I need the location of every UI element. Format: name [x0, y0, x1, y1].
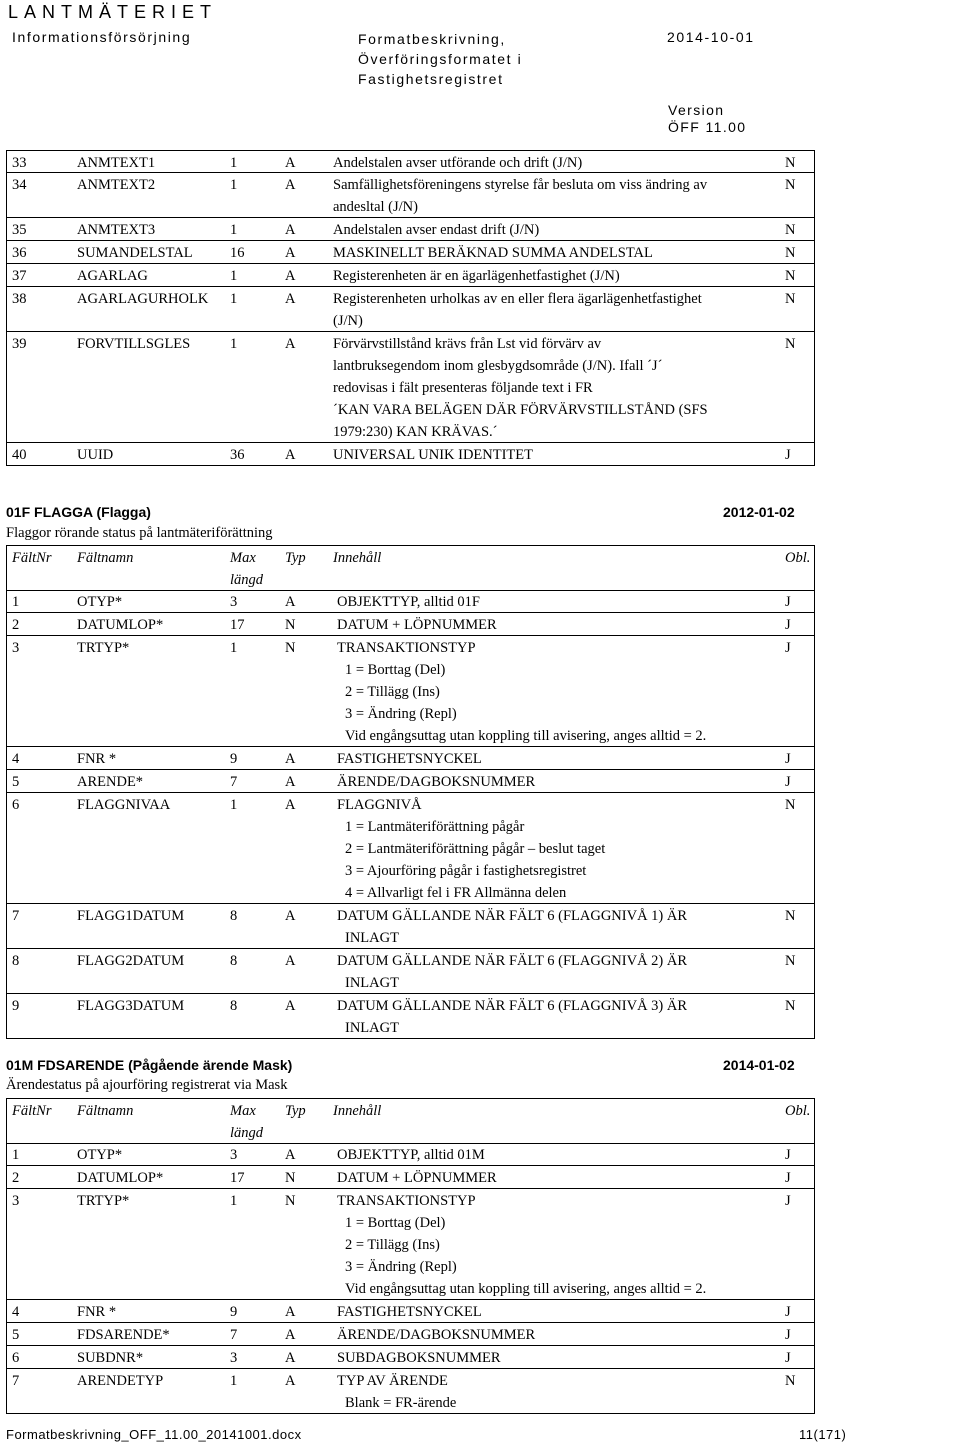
column-header-length-line: Max	[230, 550, 256, 566]
field-length: 9	[230, 1304, 238, 1320]
field-content-line: FASTIGHETSNYCKEL	[337, 751, 482, 767]
field-content-line: DATUM + LÖPNUMMER	[337, 617, 497, 633]
field-name: FLAGG1DATUM	[77, 908, 185, 924]
column-header-name: Fältnamn	[77, 550, 134, 566]
field-type: A	[285, 155, 296, 171]
field-type: A	[285, 1147, 296, 1163]
field-content	[337, 995, 687, 1039]
field-content-line: 2 = Tillägg (Ins)	[345, 1237, 440, 1253]
field-type: A	[285, 245, 296, 261]
field-content-line: INLAGT	[345, 1020, 399, 1036]
field-type: A	[285, 998, 296, 1014]
field-content-line: redovisas i fält presenteras följande text i FR	[333, 380, 593, 396]
version-value: ÖFF 11.00	[668, 119, 747, 135]
field-required: N	[785, 222, 796, 238]
field-required: J	[785, 1193, 791, 1209]
field-required: N	[785, 908, 796, 924]
field-content-line: UNIVERSAL UNIK IDENTITET	[333, 447, 534, 463]
column-header-content: Innehåll	[333, 1103, 382, 1119]
column-header-length	[230, 1100, 263, 1144]
field-required: N	[785, 336, 796, 352]
field-required: N	[785, 268, 796, 284]
field-length: 1	[230, 177, 238, 193]
organization-name: LANTMÄTERIET	[8, 2, 218, 22]
column-header-length-line: Max	[230, 1103, 256, 1119]
field-length: 17	[230, 1170, 245, 1186]
field-required: J	[785, 774, 791, 790]
field-number: 34	[12, 177, 27, 193]
table-row	[6, 747, 815, 770]
field-content-line: 3 = Ändring (Repl)	[345, 1259, 457, 1275]
table-row	[6, 904, 815, 949]
field-content	[333, 174, 707, 218]
field-content-line: TRANSAKTIONSTYP	[337, 1193, 476, 1209]
field-number: 4	[12, 751, 20, 767]
table-row	[6, 793, 815, 904]
field-number: 38	[12, 291, 27, 307]
field-number: 2	[12, 1170, 20, 1186]
field-content-line: OBJEKTTYP, alltid 01F	[337, 594, 480, 610]
field-required: N	[785, 291, 796, 307]
field-content-line: 4 = Allvarligt fel i FR Allmänna delen	[345, 885, 567, 901]
field-required: J	[785, 1350, 791, 1366]
column-header-type: Typ	[285, 550, 306, 566]
field-content	[333, 288, 702, 332]
field-type: A	[285, 908, 296, 924]
table-row	[6, 994, 815, 1039]
field-name: FLAGG3DATUM	[77, 998, 185, 1014]
field-content-line: Andelstalen avser utförande och drift (J/N)	[333, 155, 583, 171]
field-type: A	[285, 177, 296, 193]
document-title	[358, 29, 522, 89]
field-length: 8	[230, 998, 238, 1014]
field-length: 1	[230, 336, 238, 352]
field-required: J	[785, 640, 791, 656]
field-type: A	[285, 1327, 296, 1343]
field-content-line: 2 = Tillägg (Ins)	[345, 684, 440, 700]
field-required: J	[785, 1170, 791, 1186]
table-row	[6, 949, 815, 994]
table-row	[6, 1189, 815, 1300]
field-length: 8	[230, 953, 238, 969]
table-row	[6, 443, 815, 466]
table-row	[6, 613, 815, 636]
table-row	[6, 173, 815, 218]
field-number: 35	[12, 222, 27, 238]
field-content	[337, 1347, 501, 1369]
field-length: 3	[230, 1350, 238, 1366]
field-content	[337, 794, 605, 904]
table-row	[6, 1323, 815, 1346]
field-content	[337, 1144, 485, 1166]
field-required: N	[785, 177, 796, 193]
field-length: 16	[230, 245, 245, 261]
column-header-length-line: längd	[230, 572, 264, 588]
field-required: J	[785, 751, 791, 767]
field-content-line: TYP AV ÄRENDE	[337, 1373, 448, 1389]
column-header-name: Fältnamn	[77, 1103, 134, 1119]
field-content-line: INLAGT	[345, 975, 399, 991]
field-content-line: Blank = FR-ärende	[345, 1395, 457, 1411]
field-content	[337, 1190, 706, 1300]
field-required: J	[785, 1327, 791, 1343]
field-content-line: DATUM GÄLLANDE NÄR FÄLT 6 (FLAGGNIVÅ 3) ÄR	[337, 998, 688, 1014]
field-name: ANMTEXT2	[77, 177, 156, 193]
version-label: Version	[668, 102, 725, 118]
field-content-line: DATUM + LÖPNUMMER	[337, 1170, 497, 1186]
field-number: 1	[12, 1147, 20, 1163]
column-header-content: Innehåll	[333, 550, 382, 566]
field-content	[337, 1167, 497, 1189]
field-number: 40	[12, 447, 27, 463]
field-content-line: OBJEKTTYP, alltid 01M	[337, 1147, 485, 1163]
field-content-line: Registerenheten är en ägarlägenhetfastighet (J/N)	[333, 268, 620, 284]
field-length: 36	[230, 447, 245, 463]
field-content-line: SUBDAGBOKSNUMMER	[337, 1350, 501, 1366]
field-length: 7	[230, 774, 238, 790]
field-number: 2	[12, 617, 20, 633]
field-content-line: (J/N)	[333, 313, 363, 329]
field-type: A	[285, 336, 296, 352]
field-type: A	[285, 953, 296, 969]
field-required: J	[785, 617, 791, 633]
field-content-line: 3 = Ändring (Repl)	[345, 706, 457, 722]
field-content	[337, 637, 706, 747]
field-content-line: 1 = Lantmäteriförättning pågår	[345, 819, 525, 835]
field-length: 1	[230, 640, 238, 656]
field-length: 1	[230, 797, 238, 813]
field-required: N	[785, 245, 796, 261]
field-name: DATUMLOP*	[77, 617, 164, 633]
field-required: J	[785, 1304, 791, 1320]
section-subtitle-flagga: Flaggor rörande status på lantmäteriförättning	[6, 525, 273, 541]
table-row	[6, 1300, 815, 1323]
field-name: FORVTILLSGLES	[77, 336, 191, 352]
column-header-length-line: längd	[230, 1125, 264, 1141]
field-type: N	[285, 1193, 296, 1209]
field-number: 5	[12, 1327, 20, 1343]
field-name: FLAGGNIVAA	[77, 797, 171, 813]
field-type: N	[285, 640, 296, 656]
field-content-line: TRANSAKTIONSTYP	[337, 640, 476, 656]
field-content-line: ´KAN VARA BELÄGEN DÄR FÖRVÄRVSTILLSTÅND (SFS	[333, 402, 708, 418]
version-block	[668, 102, 746, 136]
field-name: OTYP*	[77, 594, 123, 610]
document-date: 2014-10-01	[667, 29, 755, 45]
field-type: N	[285, 617, 296, 633]
column-header-row	[6, 545, 815, 591]
field-number: 5	[12, 774, 20, 790]
field-name: FNR *	[77, 1304, 117, 1320]
field-length: 17	[230, 617, 245, 633]
department-name: Informationsförsörjning	[12, 29, 192, 45]
field-number: 33	[12, 155, 27, 171]
field-type: A	[285, 268, 296, 284]
field-required: J	[785, 447, 791, 463]
field-number: 1	[12, 594, 20, 610]
field-content-line: Förvärvstillstånd krävs från Lst vid förvärv av	[333, 336, 602, 352]
field-number: 37	[12, 268, 27, 284]
field-name: FDSARENDE*	[77, 1327, 170, 1343]
field-required: N	[785, 953, 796, 969]
field-type: A	[285, 1373, 296, 1389]
field-type: A	[285, 774, 296, 790]
field-name: AGARLAGURHOLK	[77, 291, 209, 307]
field-length: 9	[230, 751, 238, 767]
field-length: 1	[230, 1373, 238, 1389]
field-content-line: lantbruksegendom inom glesbygdsområde (J/N). Ifall ´J´	[333, 358, 663, 374]
field-content-line: FASTIGHETSNYCKEL	[337, 1304, 482, 1320]
field-content	[337, 748, 482, 770]
field-name: UUID	[77, 447, 114, 463]
field-name: AGARLAG	[77, 268, 148, 284]
field-content-line: DATUM GÄLLANDE NÄR FÄLT 6 (FLAGGNIVÅ 1) ÄR	[337, 908, 688, 924]
field-type: A	[285, 1350, 296, 1366]
section-subtitle-fdsarende: Ärendestatus på ajourföring registrerat via Mask	[6, 1077, 288, 1093]
field-name: FNR *	[77, 751, 117, 767]
field-type: A	[285, 222, 296, 238]
table-row	[6, 332, 815, 443]
field-number: 8	[12, 953, 20, 969]
field-content-line: MASKINELLT BERÄKNAD SUMMA ANDELSTAL	[333, 245, 653, 261]
table-row	[6, 590, 815, 613]
column-header-required: Obl.	[785, 1103, 811, 1119]
field-content-line: Andelstalen avser endast drift (J/N)	[333, 222, 540, 238]
field-content-line: ÄRENDE/DAGBOKSNUMMER	[337, 1327, 536, 1343]
field-required: N	[785, 1373, 796, 1389]
field-required: N	[785, 155, 796, 171]
field-number: 3	[12, 640, 20, 656]
column-header-length	[230, 547, 263, 591]
field-content	[337, 771, 535, 793]
column-header-required: Obl.	[785, 550, 811, 566]
field-content	[333, 219, 539, 241]
field-name: ANMTEXT1	[77, 155, 156, 171]
field-name: TRTYP*	[77, 1193, 130, 1209]
field-number: 7	[12, 1373, 20, 1389]
field-required: N	[785, 998, 796, 1014]
field-number: 39	[12, 336, 27, 352]
field-content	[337, 1370, 456, 1414]
field-content	[333, 265, 620, 287]
field-length: 1	[230, 268, 238, 284]
field-content	[337, 950, 687, 994]
field-required: N	[785, 797, 796, 813]
field-content-line: FLAGGNIVÅ	[337, 797, 422, 813]
table-row	[6, 1369, 815, 1414]
field-length: 1	[230, 222, 238, 238]
field-content-line: 2 = Lantmäteriförättning pågår – beslut taget	[345, 841, 606, 857]
field-content-line: 1 = Borttag (Del)	[345, 662, 446, 678]
field-type: A	[285, 447, 296, 463]
field-number: 36	[12, 245, 27, 261]
field-type: N	[285, 1170, 296, 1186]
field-name: ARENDE*	[77, 774, 144, 790]
field-content-line: ÄRENDE/DAGBOKSNUMMER	[337, 774, 536, 790]
field-name: SUBDNR*	[77, 1350, 144, 1366]
field-table-continued	[6, 150, 815, 466]
field-name: ANMTEXT3	[77, 222, 156, 238]
section-title-flagga: 01F FLAGGA (Flagga)	[6, 504, 151, 520]
column-header-type: Typ	[285, 1103, 306, 1119]
field-number: 6	[12, 797, 20, 813]
field-name: ARENDETYP	[77, 1373, 164, 1389]
field-content-line: INLAGT	[345, 930, 399, 946]
column-header-nr: FältNr	[12, 550, 52, 566]
table-row	[6, 770, 815, 793]
field-content	[333, 242, 653, 264]
field-length: 7	[230, 1327, 238, 1343]
section-title-fdsarende: 01M FDSARENDE (Pågående ärende Mask)	[6, 1057, 293, 1073]
table-row	[6, 287, 815, 332]
field-number: 3	[12, 1193, 20, 1209]
field-type: A	[285, 751, 296, 767]
field-content	[337, 614, 497, 636]
field-name: TRTYP*	[77, 640, 130, 656]
field-type: A	[285, 594, 296, 610]
document-title-line: Fastighetsregistret	[358, 71, 504, 87]
section-date-flagga: 2012-01-02	[723, 504, 795, 520]
column-header-nr: FältNr	[12, 1103, 52, 1119]
document-title-line: Formatbeskrivning,	[358, 31, 506, 47]
field-content-line: Samfällighetsföreningens styrelse får besluta om viss ändring av	[333, 177, 708, 193]
field-content-line: 3 = Ajourföring pågår i fastighetsregistret	[345, 863, 587, 879]
field-type: A	[285, 291, 296, 307]
field-length: 8	[230, 908, 238, 924]
footer-filename: Formatbeskrivning_OFF_11.00_20141001.docx	[6, 1427, 302, 1442]
field-content-line: Vid engångsuttag utan koppling till avisering, anges alltid = 2.	[345, 728, 707, 744]
field-number: 9	[12, 998, 20, 1014]
field-name: OTYP*	[77, 1147, 123, 1163]
document-title-line: Överföringsformatet i	[358, 51, 523, 67]
field-required: J	[785, 1147, 791, 1163]
field-content-line: andesltal (J/N)	[333, 199, 418, 215]
field-content-line: Registerenheten urholkas av en eller flera ägarlägenhetfastighet	[333, 291, 702, 307]
field-required: J	[785, 594, 791, 610]
table-row	[6, 636, 815, 747]
field-content-line: Vid engångsuttag utan koppling till avisering, anges alltid = 2.	[345, 1281, 707, 1297]
field-content	[333, 444, 533, 466]
field-content	[337, 591, 480, 613]
field-content-line: DATUM GÄLLANDE NÄR FÄLT 6 (FLAGGNIVÅ 2) ÄR	[337, 953, 688, 969]
field-name: SUMANDELSTAL	[77, 245, 193, 261]
table-row	[6, 1346, 815, 1369]
footer-page-number: 11(171)	[799, 1427, 847, 1442]
field-content	[333, 333, 708, 443]
table-row	[6, 218, 815, 241]
field-content	[337, 905, 687, 949]
field-number: 6	[12, 1350, 20, 1366]
table-row	[6, 264, 815, 287]
field-number: 7	[12, 908, 20, 924]
column-header-row	[6, 1098, 815, 1144]
field-length: 1	[230, 155, 238, 171]
field-content	[333, 152, 582, 174]
field-length: 1	[230, 1193, 238, 1209]
field-content-line: 1 = Borttag (Del)	[345, 1215, 446, 1231]
field-content	[337, 1301, 482, 1323]
table-row	[6, 241, 815, 264]
table-row	[6, 1166, 815, 1189]
field-length: 1	[230, 291, 238, 307]
table-row	[6, 150, 815, 173]
field-content-line: 1979:230) KAN KRÄVAS.´	[333, 424, 498, 440]
section-date-fdsarende: 2014-01-02	[723, 1057, 795, 1073]
field-name: FLAGG2DATUM	[77, 953, 185, 969]
field-length: 3	[230, 594, 238, 610]
field-type: A	[285, 1304, 296, 1320]
field-content	[337, 1324, 535, 1346]
field-name: DATUMLOP*	[77, 1170, 164, 1186]
field-number: 4	[12, 1304, 20, 1320]
field-type: A	[285, 797, 296, 813]
field-length: 3	[230, 1147, 238, 1163]
table-row	[6, 1143, 815, 1166]
